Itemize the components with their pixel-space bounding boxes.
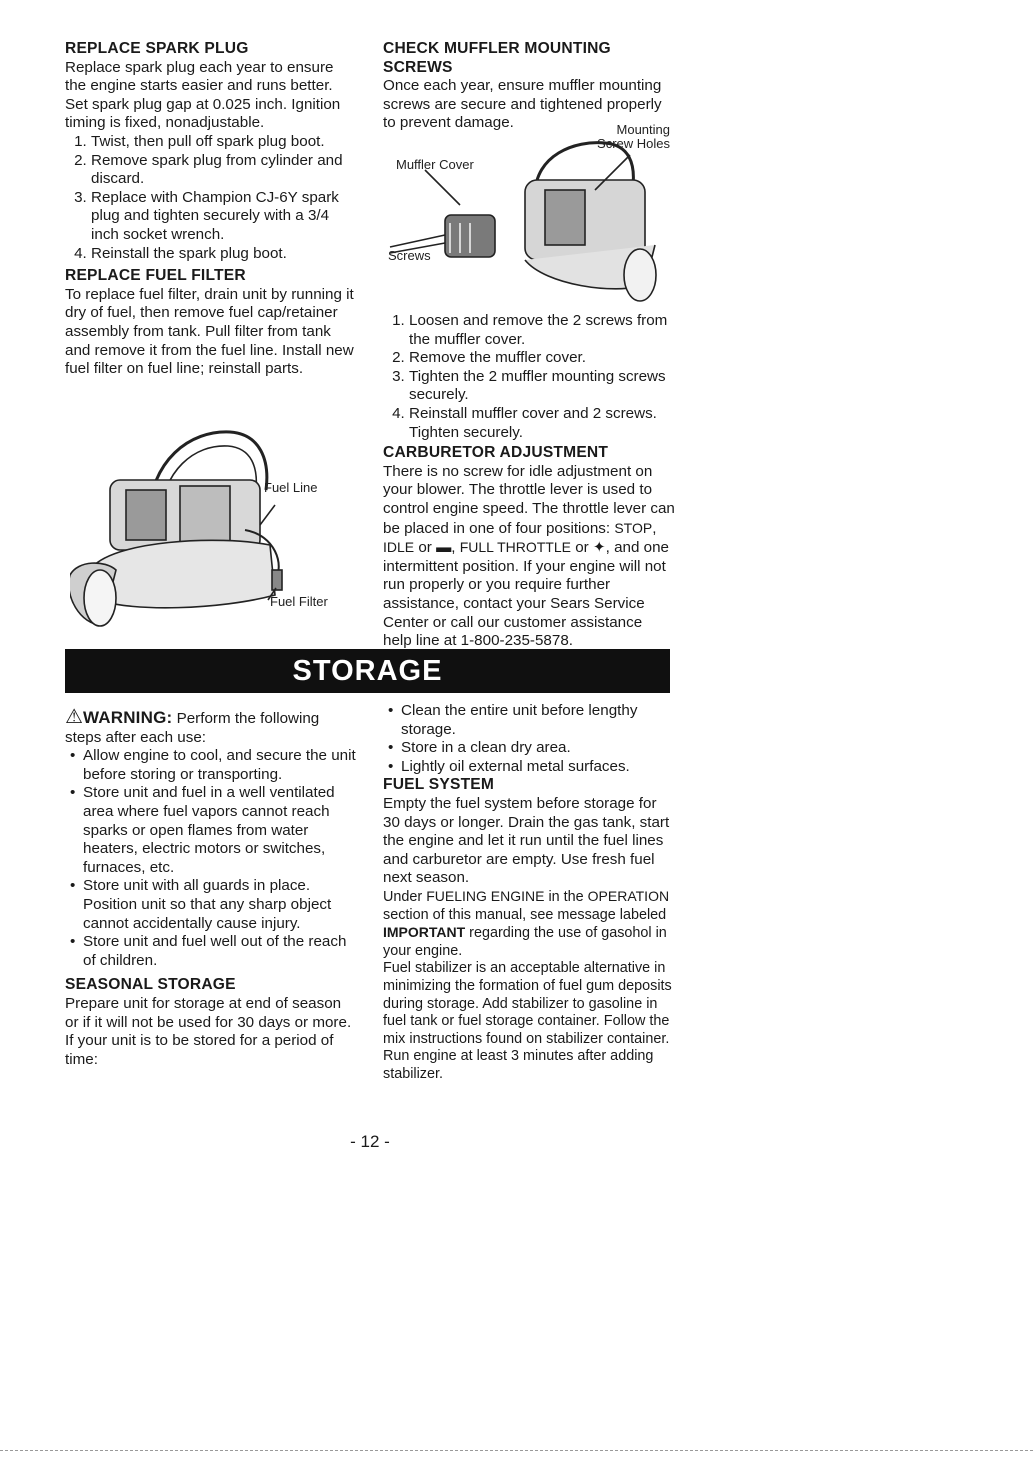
list-item: • Store unit and fuel well out of the reach of children. — [83, 933, 357, 970]
carburetor-heading: CARBURETOR ADJUSTMENT — [383, 444, 609, 462]
list-item: 4. Reinstall the spark plug boot. — [91, 245, 357, 264]
list-item: • Store unit with all guards in place. Position unit so that any sharp object cannot accidentally cause injury. — [83, 877, 357, 933]
list-item: 2. Remove the muffler cover. — [409, 349, 675, 368]
text-part: regarding the use of gasohol in your engine. — [383, 925, 667, 959]
warning-paragraph — [65, 708, 357, 747]
left-column-bottom — [65, 708, 357, 1069]
carburetor-text-part: There is no screw for idle adjustment on your blower. The throttle lever is used to control engine speed. The throttle lever can be placed in one of four positions: — [383, 462, 675, 537]
warning-icon: ⚠ — [65, 706, 83, 728]
list-item: • Clean the entire unit before lengthy storage. — [401, 702, 675, 739]
list-item: 3. Replace with Champion CJ-6Y spark plug and tighten securely with a 3/4 inch socket wrench. — [91, 189, 357, 245]
muffler-intro: Once each year, ensure muffler mounting screws are secure and tightened properly to prevent damage. — [383, 77, 662, 132]
list-item: 3. Tighten the 2 muffler mounting screws securely. — [409, 368, 675, 405]
muffler-heading: CHECK MUFFLER MOUNTING SCREWS — [383, 40, 611, 76]
spark-plug-steps — [65, 133, 357, 263]
full-throttle-position: FULL THROTTLE — [459, 539, 571, 556]
stop-position: STOP — [614, 519, 653, 536]
spark-plug-heading: REPLACE SPARK PLUG — [65, 40, 249, 57]
text-part: section of this manual, see message labeled — [383, 906, 667, 923]
page-number: - 12 - — [350, 1132, 390, 1151]
carburetor-text-part: , and one intermittent position. If your engine will not run properly or you require further assistance, contact your Sears Service Center or call our customer assistance help line at 1-800-235-5878. — [383, 539, 669, 650]
text-part: FUELING ENGINE — [426, 887, 545, 904]
text-part: in the — [544, 888, 588, 905]
fuel-filter-label: Fuel Filter — [270, 594, 328, 609]
list-item: • Allow engine to cool, and secure the unit before storing or transporting. — [83, 747, 357, 784]
right-column-top-body — [383, 312, 675, 651]
list-item: 1. Loosen and remove the 2 screws from the muffler cover. — [409, 312, 675, 349]
fuel-system-p1: Empty the fuel system before storage for 30 days or longer. Drain the gas tank, start the engine and let it run until the fuel lines and carburetor are empty. Use fresh fuel next season. — [383, 794, 670, 887]
list-item: • Lightly oil external metal surfaces. — [401, 758, 675, 777]
fuel-system-p2 — [383, 888, 675, 960]
mounting-screw-holes-label: Mounting Screw Holes — [597, 122, 670, 151]
fuel-filter-heading: REPLACE FUEL FILTER — [65, 267, 246, 285]
seasonal-bullets — [383, 702, 675, 776]
list-item: 2. Remove spark plug from cylinder and discard. — [91, 152, 357, 189]
right-column-bottom — [383, 702, 675, 1083]
text-part: Under — [383, 888, 427, 905]
fuel-system-heading: FUEL SYSTEM — [383, 776, 495, 794]
list-item: 4. Reinstall muffler cover and 2 screws. Tighten securely. — [409, 405, 675, 442]
warning-label: WARNING: — [82, 708, 173, 727]
carburetor-text: There is no screw for idle adjustment on your blower. The throttle lever is used to control engine speed. The throttle lever can be placed in one of four positions: STOP, IDLE or ▬, FULL THROTTLE or ✦, and one intermittent position. If your engine will not run properly or you require further assistance, contact your Sears Service Center or call our customer assistance help line at 1-800-235-5878. — [383, 462, 675, 650]
left-column-top — [65, 40, 357, 379]
seasonal-p2: If your unit is to be stored for a period of time: — [65, 1032, 334, 1068]
fuel-filter-text: To replace fuel filter, drain unit by running it dry of fuel, then remove fuel cap/retainer assembly from tank. Pull filter from tank and remove it from the fuel line. Install new fuel filter on fuel line; reinstall parts. — [65, 285, 354, 378]
fuel-system-p3: Fuel stabilizer is an acceptable alternative in minimizing the formation of fuel gum deposits during storage. Add stabilizer to gasoline in fuel tank or fuel storage container. Follow the mix instructions found on stabilizer container. Run engine at least 3 minutes after adding stabilizer. — [383, 960, 672, 1082]
idle-position: IDLE — [383, 539, 415, 556]
fuel-line-label: Fuel Line — [264, 480, 318, 495]
rabbit-icon: ✦ — [592, 539, 606, 557]
or-text: or — [570, 539, 593, 557]
list-item: 1. Twist, then pull off spark plug boot. — [91, 133, 357, 152]
important-label: IMPORTANT — [383, 924, 466, 941]
muffler-cover-label: Muffler Cover — [396, 157, 474, 172]
seasonal-storage-heading: SEASONAL STORAGE — [65, 976, 236, 994]
spark-plug-intro: Replace spark plug each year to ensure the engine starts easier and runs better. Set spark plug gap at 0.025 inch. Ignition timing is fixed, nonadjustable. — [65, 58, 341, 132]
muffler-steps — [383, 312, 675, 442]
list-item: • Store in a clean dry area. — [401, 739, 675, 758]
seasonal-p1: Prepare unit for storage at end of season or if it will not be used for 30 days or more. — [65, 994, 352, 1031]
screws-label: Screws — [388, 248, 431, 263]
list-item: • Store unit and fuel in a well ventilated area where fuel vapors cannot reach sparks or open flames from water heaters, electric motors or switches, furnaces, etc. — [83, 784, 357, 877]
bottom-rule — [0, 1450, 1033, 1451]
or-text: or — [414, 539, 437, 557]
turtle-icon: ▬ — [436, 539, 452, 557]
text-part: OPERATION — [587, 887, 670, 904]
right-column-top-heading — [383, 40, 675, 133]
warning-bullets — [65, 747, 357, 970]
warning-text: Perform the following steps after each use: — [65, 710, 320, 746]
storage-banner: STORAGE — [65, 649, 670, 693]
